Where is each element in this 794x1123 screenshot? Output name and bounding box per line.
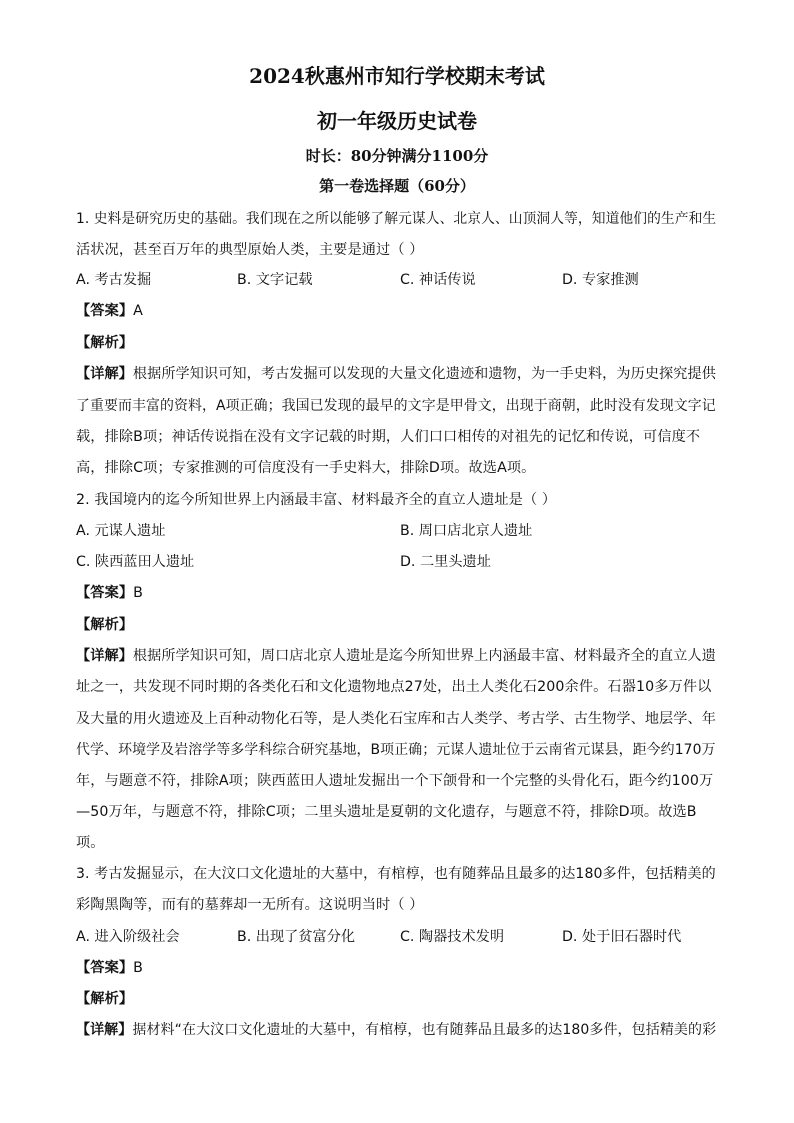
- q1-option-c: C. 神话传说: [400, 272, 476, 288]
- q3-stem: 彩陶黑陶等，而有的墓葬却一无所有。这说明当时（ ）: [76, 897, 424, 913]
- q2-detail: 址之一，共发现不同时期的各类化石和文化遗物地点27处，出土人类化石200余件。石器10多万件以: [76, 679, 712, 695]
- q2-detail: 【详解】根据所学知识可知，周口店北京人遗址是迄今所知世界上内涵最丰富、材料最齐全的直立人遗: [76, 648, 716, 664]
- q1-stem: 1. 史料是研究历史的基础。我们现在之所以能够了解元谋人、北京人、山顶洞人等，知道他们的生产和生: [76, 211, 717, 227]
- q2-detail: 及大量的用火遗迹及上百种动物化石等，是人类化石宝库和古人类学、考古学、古生物学、地层学、年: [76, 711, 716, 727]
- q3-answer: 【答案】B: [76, 960, 143, 976]
- exam-meta: 时长：80分钟满分1100分: [305, 147, 489, 165]
- q2-analysis-label: 【解析】: [76, 617, 134, 633]
- q2-answer: 【答案】B: [76, 585, 143, 601]
- q1-answer: 【答案】A: [76, 303, 143, 319]
- q1-option-d: D. 专家推测: [562, 272, 639, 288]
- q2-option-d: D. 二里头遗址: [400, 554, 491, 570]
- q1-analysis-label: 【解析】: [76, 335, 134, 351]
- q3-option-c: C. 陶器技术发明: [400, 929, 505, 945]
- q2-detail: 代学、环境学及岩溶学等多学科综合研究基地，B项正确；元谋人遗址位于云南省元谋县，距今约170万: [76, 742, 716, 758]
- page-subtitle: 初一年级历史试卷: [317, 109, 477, 133]
- section-heading: 第一卷选择题（60分）: [319, 177, 475, 195]
- q1-detail: 【详解】根据所学知识可知，考古发掘可以发现的大量文化遗迹和遗物，为一手史料，为历史探究提供: [76, 366, 716, 382]
- q2-option-c: C. 陕西蓝田人遗址: [76, 554, 195, 570]
- q2-stem: 2. 我国境内的迄今所知世界上内涵最丰富、材料最齐全的直立人遗址是（ ）: [76, 492, 557, 508]
- q3-analysis-label: 【解析】: [76, 991, 134, 1007]
- q2-option-b: B. 周口店北京人遗址: [400, 523, 533, 539]
- q3-detail: 【详解】据材料“在大汶口文化遗址的大墓中，有棺椁，也有随葬品且最多的达180多件，包括精美的彩: [76, 1022, 717, 1038]
- q2-option-a: A. 元谋人遗址: [76, 523, 166, 539]
- q2-detail: 项。: [76, 835, 105, 851]
- page-title: 2024秋惠州市知行学校期末考试: [249, 64, 545, 88]
- q1-detail: 了重要而丰富的资料，A项正确；我国已发现的最早的文字是甲骨文，出现于商朝，此时没有发现文字记: [76, 398, 716, 414]
- q3-option-d: D. 处于旧石器时代: [562, 929, 682, 945]
- q1-option-b: B. 文字记载: [237, 272, 313, 288]
- q3-option-a: A. 进入阶级社会: [76, 929, 180, 945]
- q1-detail: 高，排除C项；专家推测的可信度没有一手史料大，排除D项。故选A项。: [76, 460, 536, 476]
- q3-option-b: B. 出现了贫富分化: [237, 929, 356, 945]
- q1-detail: 载，排除B项；神话传说指在没有文字记载的时期，人们口口相传的对祖先的记忆和传说，可信度不: [76, 429, 701, 445]
- q1-stem: 活状况，甚至百万年的典型原始人类，主要是通过（ ）: [76, 242, 424, 258]
- q2-detail: —50万年，与题意不符，排除C项；二里头遗址是夏朝的文化遗存，与题意不符，排除D项。故选B: [76, 804, 697, 820]
- q3-stem: 3. 考古发掘显示，在大汶口文化遗址的大墓中，有棺椁，也有随葬品且最多的达180多件，包括精美的: [76, 866, 716, 882]
- q2-detail: 年，与题意不符，排除A项；陕西蓝田人遗址发掘出一个下颌骨和一个完整的头骨化石，距今约100万: [76, 773, 714, 789]
- q1-option-a: A. 考古发掘: [76, 272, 152, 288]
